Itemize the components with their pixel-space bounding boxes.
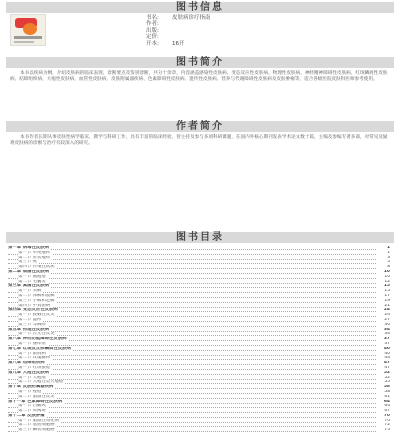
toc-page-number: 70 bbox=[384, 418, 390, 423]
cover-art-line bbox=[14, 41, 34, 43]
toc-page-number: 64 bbox=[383, 399, 390, 404]
toc-page-number: 47 bbox=[383, 361, 390, 366]
toc-page-number: 64 bbox=[384, 404, 390, 409]
toc-page-number: 24 bbox=[383, 308, 390, 313]
toc-entry-title: 第一章 病毒性皮肤病 bbox=[8, 246, 50, 250]
author-paragraph: 本书作者长期从事皮肤性病学临床、教学与科研工作，具有丰富的临床经验，曾主持及参与多项科研课题，在国内外核心期刊发表学术论文数十篇，主编及参编专著多部，对常见及疑难皮肤病的诊断与治疗有较深入的研究。 bbox=[10, 135, 388, 147]
section-header-intro: 图书简介 bbox=[6, 57, 394, 68]
toc-entry-title: 第一节 单纯疱疹 bbox=[18, 250, 51, 255]
toc-entry-title: 第二节 玫瑰糠疹 bbox=[18, 356, 51, 361]
toc-page-number: 12 bbox=[384, 279, 390, 284]
toc-page-number: 15 bbox=[384, 289, 390, 294]
toc-page-number: 37 bbox=[384, 341, 390, 346]
toc-page-number: 8 bbox=[387, 265, 390, 270]
toc-leader-dots bbox=[8, 431, 376, 432]
toc-page-number: 30 bbox=[384, 322, 390, 327]
toc-entry-title: 第一节 白癜风 bbox=[18, 404, 46, 409]
cover-art-line bbox=[14, 36, 42, 39]
toc-page-number: 52 bbox=[383, 370, 390, 375]
toc-page-number: 17 bbox=[384, 293, 390, 298]
toc-entry-title: 第二节 带状疱疹 bbox=[18, 255, 51, 260]
info-label: 开本: bbox=[146, 40, 159, 47]
toc-entry-title: 第三节 疣 bbox=[18, 260, 37, 265]
info-value: 皮肤病诊疗指南 bbox=[172, 15, 211, 21]
toc-entry-title: 第四章 变态反应性皮肤病 bbox=[8, 308, 58, 313]
toc-entry-title: 第一节 接触性皮炎 bbox=[18, 313, 55, 318]
toc-page-number: 24 bbox=[384, 313, 390, 318]
toc-entry-title: 第一节 日光性皮炎 bbox=[18, 332, 55, 337]
table-of-contents bbox=[8, 246, 390, 433]
toc-entry-title: 第一节 银屑病 bbox=[18, 351, 46, 356]
toc-entry-title: 第十章 皮肤附属器疾病 bbox=[8, 385, 54, 390]
toc-entry-title: 第七章 红斑及丘疹鳞屑性皮肤病 bbox=[8, 346, 71, 351]
toc-page-number: 61 bbox=[384, 394, 390, 399]
toc-entry-title: 第一节 脓疱疮 bbox=[18, 274, 46, 279]
toc-page-number: 10 bbox=[384, 274, 390, 279]
info-label: 书名: bbox=[146, 15, 159, 21]
toc-entry-title: 第三章 真菌性皮肤病 bbox=[8, 284, 50, 289]
toc-entry-title: 第一节 头癣 bbox=[18, 289, 42, 294]
toc-entry-title: 第二章 细菌性皮肤病 bbox=[8, 269, 50, 274]
toc-page-number: 19 bbox=[384, 298, 390, 303]
info-label: 出版: bbox=[146, 27, 159, 34]
toc-page-number: 10 bbox=[383, 269, 390, 274]
toc-entry-title: 第四节 甲真菌病 bbox=[18, 303, 51, 308]
toc-entry-title: 第三节 鳞状细胞癌 bbox=[18, 428, 55, 433]
toc-entry-title: 第二节 体癣和股癣 bbox=[18, 293, 55, 298]
toc-page-number: 37 bbox=[383, 337, 390, 342]
toc-entry-title: 第二节 脂溢性皮炎 bbox=[18, 394, 55, 399]
toc-entry-title: 第二节 黄褐斑 bbox=[18, 409, 46, 414]
toc-page-number: 1 bbox=[386, 246, 390, 250]
toc-page-number: 21 bbox=[384, 303, 390, 308]
toc-page-number: 44 bbox=[384, 356, 390, 361]
info-label: 作者: bbox=[146, 21, 159, 28]
toc-page-number: 40 bbox=[383, 346, 390, 351]
toc-page-number: 3 bbox=[387, 255, 390, 260]
toc-page-number: 75 bbox=[384, 428, 390, 433]
book-info-row bbox=[146, 41, 211, 47]
intro-paragraph: 本书以疾病为纲，介绍皮肤病的临床表现、诊断要点及鉴别诊断，共分十余章，内容涵盖感染性皮肤病、变态反应性皮肤病、物理性皮肤病、神经精神障碍性皮肤病、红斑鳞屑性皮肤病、结缔组织病、大疱性皮肤病、血管性皮肤病、皮肤附属器疾病、色素障碍性皮肤病、遗传性皮肤病、营养与代谢障碍性皮肤病及皮肤肿瘤等，适合各级医院皮肤科医师参考使用。 bbox=[10, 71, 388, 83]
toc-entry-title: 第一节 瘙痒症 bbox=[18, 341, 46, 346]
book-cover-image bbox=[10, 14, 46, 46]
toc-entry-title: 第三节 荨麻疹 bbox=[18, 322, 46, 327]
toc-entry-title: 第九章 大疱性皮肤病 bbox=[8, 370, 50, 375]
toc-page-number: 5 bbox=[387, 260, 390, 265]
info-value: 16开 bbox=[172, 40, 185, 47]
toc-entry-title: 第一节 脂溢性角化病 bbox=[18, 418, 59, 423]
toc-entry-title: 第六章 神经功能障碍性皮肤病 bbox=[8, 337, 67, 342]
toc-entry-title: 第四节 传染性软疣 bbox=[18, 265, 55, 270]
toc-page-number: 15 bbox=[383, 284, 390, 289]
section-header-toc: 图书目录 bbox=[6, 232, 394, 243]
toc-page-number: 40 bbox=[384, 351, 390, 356]
section-header-info: 图书信息 bbox=[6, 2, 394, 13]
toc-entry-title: 第二节 毛囊炎 bbox=[18, 279, 46, 284]
toc-page-number: 52 bbox=[384, 375, 390, 380]
toc-page-number: 67 bbox=[384, 409, 390, 414]
cover-art-shape bbox=[23, 23, 37, 35]
section-header-author: 作者简介 bbox=[6, 121, 394, 132]
toc-entry-title: 第一节 痤疮 bbox=[18, 389, 42, 394]
toc-entry-title: 第三节 手癣和足癣 bbox=[18, 298, 55, 303]
toc-entry-title: 第八章 结缔组织病 bbox=[8, 361, 45, 366]
toc-entry-title: 第一节 天疱疮 bbox=[18, 375, 46, 380]
info-label: 定价: bbox=[146, 34, 159, 41]
toc-page-number: 34 bbox=[384, 332, 390, 337]
toc-entry-title: 第五章 物理性皮肤病 bbox=[8, 327, 50, 332]
toc-entry-title: 第二节 基底细胞癌 bbox=[18, 423, 55, 428]
toc-section-entry[interactable] bbox=[8, 428, 390, 433]
toc-page-number: 1 bbox=[387, 250, 390, 255]
toc-entry-title: 第二节 大疱性类天疱疮 bbox=[18, 380, 64, 385]
toc-entry-title: 第一节 红斑狼疮 bbox=[18, 365, 51, 370]
book-info-list bbox=[146, 15, 211, 47]
toc-page-number: 34 bbox=[383, 327, 390, 332]
toc-page-number: 58 bbox=[384, 389, 390, 394]
toc-page-number: 27 bbox=[384, 317, 390, 322]
toc-entry-title: 第十一章 色素障碍性皮肤病 bbox=[8, 399, 63, 404]
toc-entry-title: 第二节 湿疹 bbox=[18, 317, 42, 322]
toc-page-number: 47 bbox=[384, 365, 390, 370]
toc-page-number: 58 bbox=[383, 385, 390, 390]
toc-entry-title: 第十二章 皮肤肿瘤 bbox=[8, 413, 45, 418]
toc-page-number: 70 bbox=[383, 413, 390, 418]
toc-page-number: 55 bbox=[384, 380, 390, 385]
toc-page-number: 72 bbox=[384, 423, 390, 428]
